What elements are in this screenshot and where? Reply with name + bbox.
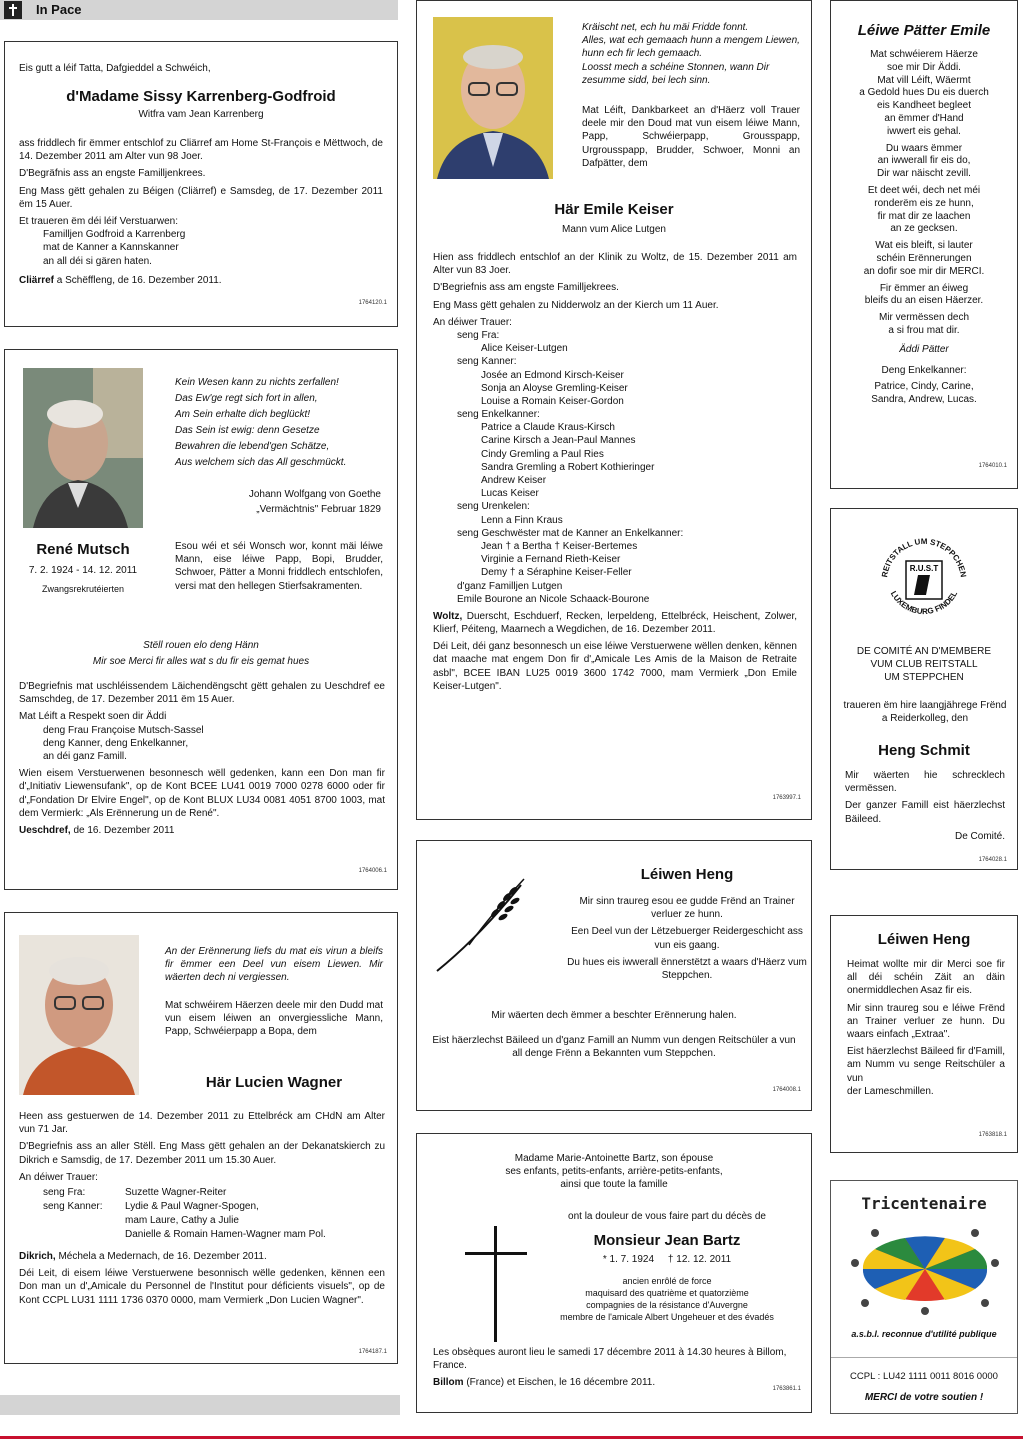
place: Woltz, [433, 610, 463, 622]
notice-karrenberg [4, 41, 398, 327]
poem-line: fir mat dir ze laachen [877, 210, 971, 222]
poem-line: eis Kandheet begleet [877, 100, 971, 112]
paragraph: traueren ëm hire laangjährege Frënd a Reiderkolleg, den [843, 700, 1007, 725]
deceased-name: d'Madame Sissy Karrenberg-Godfroid [66, 88, 336, 105]
poem-line: iwwert eis gehal. [887, 125, 961, 137]
deceased-name: Här Emile Keiser [554, 201, 674, 218]
text-line: Sandra, Andrew, Lucas. [871, 394, 977, 406]
portrait-photo [19, 935, 139, 1095]
family-line: seng Kanner: [457, 356, 517, 368]
poem-line: Du waars ëmmer [885, 142, 963, 154]
paragraph: Een Deel vun der Lëtzebuerger Reidergeschicht ass vun eis gaang. [571, 926, 803, 951]
deceased-name: Heng Schmit [878, 742, 970, 759]
paragraph: An déiwer Trauer: [433, 316, 512, 328]
notice-title: Léiwen Heng [877, 931, 971, 948]
section-header [0, 0, 398, 20]
place: Dikrich, [19, 1250, 56, 1262]
paragraph: Esou wéi et séi Wonsch wor, konnt mäi léiwe Mann, eise léiwe Papp, Bopi, Brudder, Schwoer, Pätter a Monni friddlech entschlofen, versi mat den hellegen Stierfsakramenten. [175, 541, 383, 592]
poem-line: Das Sein ist ewig: denn Gesetze [175, 425, 320, 436]
text-line: ont la douleur de vous faire part du décès de [568, 1211, 766, 1222]
text-line: ses enfants, petits-enfants, arrière-petits-enfants, [505, 1166, 723, 1178]
logo-text-top: REITSTALL UM STEPPCHEN [880, 536, 968, 578]
paragraph: Der ganzer Famill eist häerzlechst Bäileed. [845, 800, 1005, 825]
poem-line: Das Ew'ge regt sich fort in allen, [175, 393, 318, 404]
poem-line: Dir war näischt zevill. [877, 168, 971, 180]
family-line: Carine Kirsch a Jean-Paul Mannes [481, 435, 636, 447]
poem-line: Bewahren die lebend'gen Schätze, [175, 441, 330, 452]
poem-line: Wat eis bleift, si lauter [875, 240, 973, 252]
parachute-illustration [845, 1219, 1005, 1319]
paragraph: D'Begriefnis mat uschléissendem Läichendëngscht gëtt gehalen zu Ueschdref ee Samschdeg, de 17. Dezember 2011 ëm 15 Auer. [19, 681, 385, 706]
mourner-line: deng Frau Françoise Mutsch-Sassel [43, 724, 204, 736]
mourner-line: deng Kanner, deng Enkelkanner, [43, 737, 189, 749]
poem-line: a si frou mat dir. [888, 324, 960, 336]
poem-line: a Gedold hues Du eis duerch [859, 87, 989, 99]
text-line: VUM CLUB REITSTALL [870, 659, 978, 671]
date-line: de 16. Dezember 2011 [73, 824, 175, 836]
paragraph: Et traueren ëm déi léif Verstuarwen: [19, 215, 178, 227]
subtitle: Mann vum Alice Lutgen [562, 224, 666, 235]
notice-heng-steppchen [416, 840, 812, 1111]
thanks-text: MERCI de votre soutien ! [864, 1392, 984, 1403]
paragraph: Mir wäerten hie schrecklech vermëssen. [845, 770, 1005, 795]
deceased-name: René Mutsch [36, 541, 130, 558]
poem-source: „Vermächtnis" Februar 1829 [256, 504, 381, 515]
section-title: In Pace [36, 2, 82, 17]
date-line: Duerscht, Eschduerf, Recken, lerpeldeng, Ettelbréck, Heischent, Zolwer, Klierf, Péiteng, Maarnech a Wegdichen, de 16. Dezember 2011. [433, 610, 797, 636]
paragraph: Déi Leit, déi ganz besonnesch un eise léiwe Verstuerwene wëllen denken, kënnen dat maache mat engem Don fir d'„Amicale Les Amis de la Maison de Retraite asbl", BCEE IBAN LU25 0019 3600 1742 7000, mam Vermierk „Don Emile Keiser-Lutgen". [433, 641, 797, 692]
paragraph: Hien ass friddlech entschlof an der Klinik zu Woltz, de 15. Dezember 2011 am Alter vun 83 Joer. [433, 252, 797, 277]
poem-line: ronderëm eis ze hunn, [874, 197, 974, 209]
family-line: Lenn a Finn Kraus [481, 514, 563, 526]
family-line: Jean † a Bertha † Keiser-Bertemes [481, 540, 638, 552]
date-line: a Schëffleng, de 16. Dezember 2011. [56, 274, 222, 286]
relation-label: seng Fra: [43, 1186, 86, 1198]
paragraph: D'Begriefnis ass an aller Stëll. Eng Mass gëtt gehalen an der Dekanatskierch zu Dikrich e Samsdig, de 17. Dezember 2011 um 15.30 Auer. [19, 1141, 385, 1166]
paragraph: D'Begriefnis ass am engste Familljekrees. [433, 282, 619, 294]
paragraph: der Lameschmillen. [847, 1085, 934, 1097]
paragraph: Mir wäerten dech ëmmer a beschter Erënnerung halen. [491, 1010, 737, 1021]
poem: An der Erënnerung liefs du mat eis virun a bleifs fir ëmmer een Deel vun eisem Liewen. Mir wäerten dech ni vergiessen. [165, 946, 383, 984]
family-line: seng Enkelkanner: [457, 409, 540, 421]
mourner-line: mat de Kanner a Kannskanner [43, 242, 179, 254]
notice-paetter-emile [830, 0, 1018, 489]
portrait-photo [433, 17, 553, 179]
notice-mutsch [4, 349, 398, 890]
paragraph: Mir sinn traureg sou e léiwe Frënd an Trainer verluer ze hunn. Du waars einfach „Extraa". [847, 1002, 1005, 1040]
bank-account: CCPL : LU42 1111 0011 8016 0000 [850, 1371, 998, 1382]
poem-line: an ëmmer d'Hand [884, 112, 964, 124]
notice-wagner [4, 912, 398, 1364]
poem-line: Mat vill Léift, Wäermt [877, 74, 971, 86]
divider [831, 1357, 1017, 1358]
poem-line: Loosst mech a schéine Stonnen, wann Dir zesumme sidd, bei lech sinn. [582, 61, 770, 86]
signature: De Comité. [954, 830, 1005, 842]
poem-line: Et deet wéi, dech net méi [867, 184, 981, 196]
paragraph: D'Begräfnis ass an engste Familljenkrees. [19, 168, 206, 180]
place: Cliärref [19, 274, 55, 286]
paragraph: Déi Leit, di eisem léiwe Verstuerwene besonnisch wëlle gedenken, kënnen een Don man un d'„Amicale du Personnel de l'Institut pour déficients visuels", op de Kont CCPL LU31 1111 1736 0370 0000, mam Vermierk „Don Lucien Wagner". [19, 1268, 385, 1306]
family-line: Alice Keiser-Lutgen [481, 343, 568, 355]
poem-line: soe mir Dir Äddi. [887, 61, 961, 73]
paragraph: Les obsèques auront lieu le samedi 17 décembre 2011 à 14.30 heures à Billom, France. [433, 1347, 787, 1372]
reference-number: 1764028.1 [978, 857, 1007, 863]
date-line: (France) et Eischen, le 16 décembre 2011. [466, 1377, 656, 1389]
notice-heng-schmit [830, 508, 1018, 870]
relation-value: Lydie & Paul Wagner-Spogen, [125, 1200, 259, 1212]
poem-line: Am Sein erhalte dich beglückt! [175, 409, 311, 420]
wheat-icon [429, 867, 539, 977]
paragraph: Mat schwéirem Häerzen deele mir den Dudd mat vun eisem léiwen an onvergiessliche Mann, Papp, Schwéierpapp a Bopa, dem [165, 1000, 383, 1038]
paragraph: Eng Mass gëtt gehalen zu Nidderwolz an der Kierch um 11 Auer. [433, 299, 719, 311]
mourner-line: an all déi si gären haten. [43, 255, 152, 267]
family-line: seng Geschwëster mat de Kanner an Enkelkanner: [457, 527, 684, 539]
poem-line: Aus welchem sich das All geschmückt. [175, 457, 347, 468]
family-line: d'ganz Familljen Lutgen [457, 580, 563, 592]
paragraph: Mat Léift, Dankbarkeet an d'Häerz voll Trauer deele mir den Doud mat vun eisem léiwe Mann, Papp, Schwéierpapp, Grousspapp, Urgrousspapp, Brudder, Schwoer, Monni an Dafpätter, dem [582, 105, 800, 169]
family-line: Virginie a Fernand Rieth-Keiser [481, 554, 621, 566]
text-line: Madame Marie-Antoinette Bartz, son épouse [514, 1153, 714, 1164]
reference-number: 1763861.1 [772, 1386, 801, 1392]
poem-line: bleifs du an eisen Häerzer. [864, 295, 984, 307]
notice-bartz [416, 1133, 812, 1413]
poem-line: Mat schwéierem Häerze [870, 49, 978, 60]
cross-icon [461, 1224, 531, 1344]
family-line: Demy † a Séraphine Keiser-Feller [481, 567, 632, 579]
poem-line: schéin Erënnerungen [876, 252, 972, 264]
verse-line: Stëll rouen elo deng Hänn [143, 640, 259, 651]
place: Ueschdref, [19, 824, 71, 836]
deceased-name: Här Lucien Wagner [205, 1074, 343, 1091]
reference-number: 1763818.1 [978, 1132, 1007, 1138]
text-line: ainsi que toute la famille [560, 1179, 668, 1191]
life-dates: 7. 2. 1924 - 14. 12. 2011 [28, 565, 138, 576]
notice-title: Léiwe Pätter Emile [857, 22, 991, 39]
reference-number: 1764006.1 [358, 868, 387, 874]
paragraph: Du hues eis iwwerall ënnerstëtzt a waars d'Häerz vum Steppchen. [567, 956, 807, 981]
ad-subtitle: a.s.b.l. reconnue d'utilité publique [851, 1329, 997, 1339]
reference-number: 1764008.1 [772, 1087, 801, 1093]
text-line: compagnies de la résistance d'Auvergne [586, 1300, 748, 1311]
text-line: ancien enrôlé de force [622, 1276, 712, 1286]
family-line: Patrice a Claude Kraus-Kirsch [481, 422, 615, 434]
paragraph: ass friddlech fir ëmmer entschlof zu Cliärref am Home St-François e Mëttwoch, de 14. Dezember 2011 am Alter vun 98 Joer. [19, 138, 383, 163]
paragraph: Mat Léift a Respekt soen dir Äddi [19, 711, 167, 723]
poem-line: an dofir soe mir dir MERCI. [863, 265, 985, 277]
notice-title: Léiwen Heng [640, 866, 734, 883]
reference-number: 1764187.1 [358, 1349, 387, 1355]
deceased-name: Monsieur Jean Bartz [593, 1232, 741, 1249]
subtitle: Witfra vam Jean Karrenberg [138, 109, 264, 120]
paragraph: Mir sinn traureg esou ee gudde Frënd an Trainer verluer ze hunn. [579, 896, 795, 921]
relation-label: seng Kanner: [43, 1200, 103, 1212]
mourner-line: an déi ganz Famill. [43, 750, 127, 762]
paragraph: Heen ass gestuerwen de 14. Dezember 2011 zu Ettelbréck am CHdN am Alter vun 71 Jar. [19, 1111, 385, 1136]
text-line: DE COMITÉ AN D'MEMBERE [856, 646, 992, 657]
poem-line: Kein Wesen kann zu nichts zerfallen! [175, 377, 339, 388]
poem-line: an ze gecksen. [890, 223, 958, 235]
notice-heng-lameschmillen [830, 915, 1018, 1153]
text-line: membre de l'amicale Albert Ungeheuer et des évadés [560, 1312, 774, 1323]
notice-keiser [416, 0, 812, 820]
family-line: Sandra Gremling a Robert Kothieringer [481, 461, 655, 473]
paragraph: An déiwer Trauer: [19, 1171, 98, 1183]
family-line: seng Urenkelen: [457, 501, 530, 513]
text-line: Patrice, Cindy, Carine, [874, 381, 974, 393]
reference-number: 1764010.1 [978, 463, 1007, 469]
relation-value: Suzette Wagner-Reiter [125, 1186, 227, 1198]
logo-text-middle: R.U.S.T [909, 564, 939, 573]
reference-number: 1764120.1 [358, 300, 387, 306]
family-line: Andrew Keiser [481, 475, 547, 486]
paragraph: Eng Mass gëtt gehalen zu Béigen (Cliärref) e Samsdeg, de 17. Dezember 2011 ëm 15 Auer. [19, 185, 383, 210]
date-line: Méchela a Medernach, de 16. Dezember 2011. [58, 1250, 267, 1262]
paragraph: Wien eisem Verstuerwenen besonnesch wëll gedenken, kann een Don man fir d'„Initiativ Liewensufank", op de Kont BCEE LU41 0019 7000 0278 6000 oder fir d'„Fondation Dr Elvire Engel", op de Kont BLUX LU34 0081 4051 8700 1003, mat dem Vermierk: „Als Erënnerung un de René". [19, 768, 385, 819]
relation-value: Danielle & Romain Hamen-Wagner mam Pol. [125, 1228, 326, 1240]
family-line: Cindy Gremling a Paul Ries [481, 448, 604, 460]
note: Zwangsrekrutéierten [41, 584, 125, 594]
paragraph: Heimat wollte mir dir Merci soe fir all déi schéin Zäit an däin onermiddlechen Asaz fir eis. [847, 959, 1005, 997]
portrait-photo [23, 368, 143, 528]
poem-line: Fir ëmmer an éiweg [879, 282, 969, 294]
text-line: Deng Enkelkanner: [881, 364, 967, 376]
relation-value: mam Laure, Cathy a Julie [125, 1214, 239, 1226]
family-line: Lucas Keiser [481, 488, 539, 500]
poem-line: Mir vermëssen dech [878, 312, 970, 324]
poem-author: Johann Wolfgang von Goethe [248, 489, 381, 500]
signature: Äddi Pätter [899, 343, 949, 355]
text-line: maquisard des quatrième et quatorzième [585, 1288, 749, 1299]
verse-line: Mir soe Merci fir alles wat s du fir eis gemat hues [92, 656, 310, 667]
text-line: UM STEPPCHEN [884, 672, 964, 684]
reference-number: 1763997.1 [772, 795, 801, 801]
family-line: seng Fra: [457, 329, 500, 341]
ad-title: Tricentenaire [861, 1194, 987, 1213]
intro-text: Eis gutt a léif Tatta, Dafgieddel a Schwéich, [19, 63, 211, 74]
logo-text-bottom: LUXEMBURG FINDEL [888, 589, 960, 617]
family-line: Sonja an Aloyse Gremling-Keiser [481, 382, 628, 394]
poem-line: Alles, wat ech gemaach hunn a mengem Liewen, hunn ech fir lech gemaach. [582, 35, 800, 60]
footer-bar [0, 1395, 400, 1415]
paragraph: Eist häerzlechst Bäileed un d'ganz Famill an Numm vun dengen Reitschüler a vun all denge Frënn a Bekannten vum Steppchen. [432, 1035, 796, 1060]
paragraph: Eist häerzlechst Bäileed fir d'Famill, am Numm vu senge Reitschüler a vun [847, 1046, 1005, 1084]
tricentenaire-ad [830, 1180, 1018, 1414]
life-dates: * 1. 7. 1924 † 12. 12. 2011 [602, 1254, 732, 1265]
club-logo [869, 523, 979, 633]
footer-rule [0, 1436, 1023, 1439]
family-line: Louise a Romain Keiser-Gordon [481, 395, 624, 407]
poem-line: an iwwerall fir eis do, [877, 155, 971, 167]
cross-icon [4, 1, 22, 19]
place: Billom [433, 1377, 464, 1389]
poem-line: Kräischt net, ech hu mäi Fridde fonnt. [582, 22, 749, 33]
mourner-line: Familljen Godfroid a Karrenberg [43, 229, 186, 241]
family-line: Emile Bourone an Nicole Schaack-Bourone [457, 593, 650, 605]
family-line: Josée an Edmond Kirsch-Keiser [481, 369, 624, 381]
